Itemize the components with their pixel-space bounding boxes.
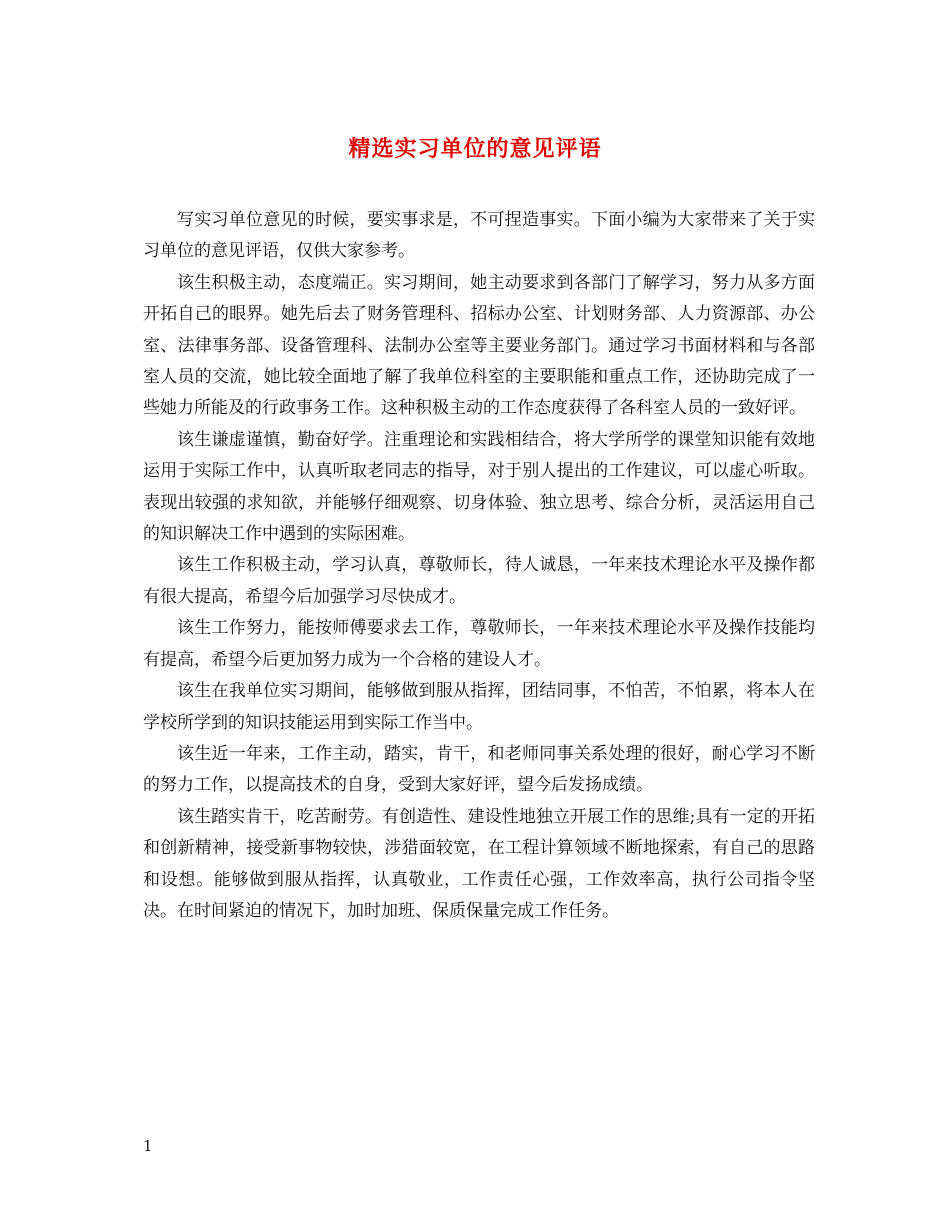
paragraph-comment-1: 该生积极主动，态度端正。实习期间，她主动要求到各部门了解学习，努力从多方面开拓自己的眼界。她先后去了财务管理科、招标办公室、计划财务部、人力资源部、办公室、法律事务部、设备管理科、法制办公室等主要业务部门。通过学习书面材料和与各部室人员的交流，她比较全面地了解了我单位科室的主要职能和重点工作，还协助完成了一些她力所能及的行政事务工作。这种积极主动的工作态度获得了各科室人员的一致好评。 [143, 272, 815, 419]
document-title: 精选实习单位的意见评语 [348, 136, 602, 162]
paragraph-comment-2: 该生谦虚谨慎，勤奋好学。注重理论和实践相结合，将大学所学的课堂知识能有效地运用于实际工作中，认真听取老同志的指导，对于别人提出的工作建议，可以虚心听取。表现出较强的求知欲，并能够仔细观察、切身体验、独立思考、综合分析，灵活运用自己的知识解决工作中遇到的实际困难。 [143, 429, 815, 545]
paragraph-comment-6: 该生近一年来，工作主动，踏实，肯干，和老师同事关系处理的很好，耐心学习不断的努力工作，以提高技术的自身，受到大家好评，望今后发扬成绩。 [143, 743, 815, 796]
document-body [143, 205, 815, 927]
paragraph-comment-4: 该生工作努力，能按师傅要求去工作，尊敬师长，一年来技术理论水平及操作技能均有提高，希望今后更加努力成为一个合格的建设人才。 [143, 618, 815, 670]
page-number: 1 [143, 1137, 153, 1155]
paragraph-comment-7: 该生踏实肯干，吃苦耐劳。有创造性、建设性地独立开展工作的思维;具有一定的开拓和创新精神，接受新事物较快，涉猎面较宽，在工程计算领域不断地探索，有自己的思路和设想。能够做到服从指挥，认真敬业，工作责任心强，工作效率高，执行公司指令坚决。在时间紧迫的情况下，加时加班、保质保量完成工作任务。 [143, 806, 815, 921]
paragraph-comment-3: 该生工作积极主动，学习认真，尊敬师长，待人诚恳，一年来技术理论水平及操作都有很大提高，希望今后加强学习尽快成才。 [143, 555, 815, 607]
paragraph-comment-5: 该生在我单位实习期间，能够做到服从指挥，团结同事，不怕苦，不怕累，将本人在学校所学到的知识技能运用到实际工作当中。 [143, 681, 815, 733]
paragraph-intro: 写实习单位意见的时候，要实事求是，不可捏造事实。下面小编为大家带来了关于实习单位的意见评语，仅供大家参考。 [143, 210, 815, 262]
